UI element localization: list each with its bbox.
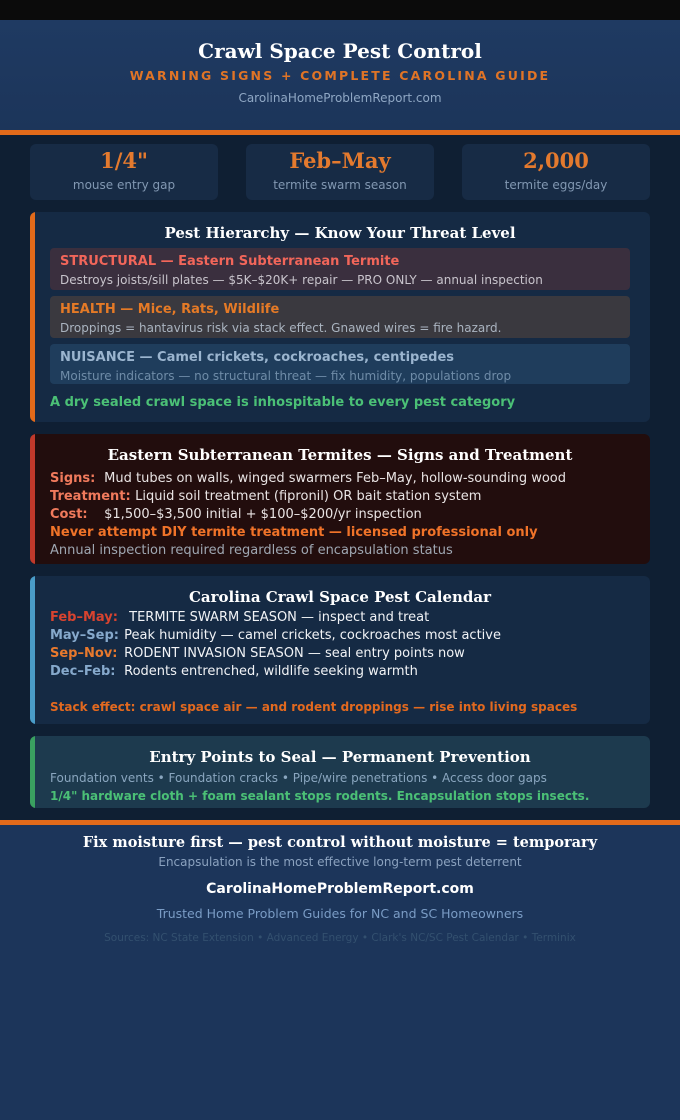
row-value: TERMITE SWARM SEASON — inspect and treat bbox=[129, 610, 430, 625]
termite-warning: Never attempt DIY termite treatment — licensed professional only bbox=[50, 525, 538, 540]
termite-note: Annual inspection required regardless of encapsulation status bbox=[50, 543, 453, 558]
card-accent-bar bbox=[30, 434, 35, 564]
row-value: Mud tubes on walls, winged swarmers Feb–May, hollow-sounding wood bbox=[104, 471, 567, 486]
termite-signs-row bbox=[50, 470, 640, 488]
tier-title: HEALTH — Mice, Rats, Wildlife bbox=[60, 302, 280, 317]
row-key: Dec–Feb: bbox=[50, 664, 116, 679]
row-key: Cost: bbox=[50, 507, 88, 522]
tier-description: Moisture indicators — no structural threat — fix humidity, populations drop bbox=[60, 369, 512, 383]
entry-points-list: Foundation vents • Foundation cracks • Pipe/wire penetrations • Access door gaps bbox=[50, 771, 547, 785]
footer bbox=[0, 825, 680, 945]
pest-hierarchy-card bbox=[30, 212, 650, 422]
row-value: RODENT INVASION SEASON — seal entry points now bbox=[124, 646, 465, 661]
tier-description: Droppings = hantavirus risk via stack effect. Gnawed wires = fire hazard. bbox=[60, 321, 502, 335]
card-accent-bar bbox=[30, 212, 35, 422]
pest-calendar-card bbox=[30, 576, 650, 724]
stat-value: 1/4" bbox=[100, 148, 148, 173]
card-accent-bar bbox=[30, 736, 35, 808]
header-site: CarolinaHomeProblemReport.com bbox=[238, 91, 442, 105]
row-key: Sep–Nov: bbox=[50, 646, 118, 661]
section-title: Entry Points to Seal — Permanent Prevention bbox=[149, 748, 531, 766]
stat-label: mouse entry gap bbox=[72, 178, 176, 192]
card-accent-bar bbox=[30, 576, 35, 724]
stat-card-entry-gap bbox=[30, 144, 218, 200]
entry-points-card bbox=[30, 736, 650, 808]
row-value: Peak humidity — camel crickets, cockroaches most active bbox=[124, 628, 501, 643]
row-value: Liquid soil treatment (fipronil) OR bait station system bbox=[135, 489, 482, 504]
footer-site: CarolinaHomeProblemReport.com bbox=[206, 881, 474, 897]
stat-value: Feb–May bbox=[289, 148, 391, 173]
footer-subline: Encapsulation is the most effective long-term pest deterrent bbox=[158, 855, 522, 869]
section-title: Pest Hierarchy — Know Your Threat Level bbox=[164, 224, 516, 242]
tier-nuisance bbox=[50, 344, 630, 384]
calendar-row-sep-nov bbox=[50, 645, 640, 663]
row-key: Signs: bbox=[50, 471, 96, 486]
footer-headline: Fix moisture first — pest control without moisture = temporary bbox=[82, 834, 598, 851]
footer-tagline: Trusted Home Problem Guides for NC and SC Homeowners bbox=[156, 906, 524, 921]
entry-points-fix: 1/4" hardware cloth + foam sealant stops rodents. Encapsulation stops insects. bbox=[50, 789, 590, 803]
stat-card-eggs bbox=[462, 144, 650, 200]
tier-description: Destroys joists/sill plates — $5K–$20K+ repair — PRO ONLY — annual inspection bbox=[60, 273, 543, 287]
page-title: Crawl Space Pest Control bbox=[198, 39, 482, 63]
calendar-row-feb-may bbox=[50, 609, 640, 627]
stat-value: 2,000 bbox=[523, 148, 589, 173]
tier-title: STRUCTURAL — Eastern Subterranean Termite bbox=[60, 254, 400, 269]
stat-label: termite swarm season bbox=[273, 178, 407, 192]
hierarchy-conclusion: A dry sealed crawl space is inhospitable to every pest category bbox=[50, 395, 516, 410]
row-key: Treatment: bbox=[50, 489, 131, 504]
section-title: Carolina Crawl Space Pest Calendar bbox=[188, 588, 492, 606]
row-key: May–Sep: bbox=[50, 628, 119, 643]
row-value: Rodents entrenched, wildlife seeking warmth bbox=[124, 664, 418, 679]
calendar-row-may-sep bbox=[50, 627, 640, 645]
termite-treatment-row bbox=[50, 488, 640, 506]
row-key: Feb–May: bbox=[50, 610, 118, 625]
header bbox=[0, 20, 680, 130]
termite-cost-row bbox=[50, 506, 640, 524]
page-subtitle: WARNING SIGNS + COMPLETE CAROLINA GUIDE bbox=[129, 68, 551, 83]
stat-card-swarm-season bbox=[246, 144, 434, 200]
tier-health bbox=[50, 296, 630, 338]
stack-effect-note: Stack effect: crawl space air — and rodent droppings — rise into living spaces bbox=[50, 700, 578, 714]
stat-label: termite eggs/day bbox=[504, 178, 608, 192]
row-value: $1,500–$3,500 initial + $100–$200/yr inspection bbox=[104, 507, 422, 522]
section-title: Eastern Subterranean Termites — Signs and Treatment bbox=[107, 446, 573, 464]
footer-sources: Sources: NC State Extension • Advanced Energy • Clark's NC/SC Pest Calendar • Terminix bbox=[104, 932, 576, 944]
top-bar bbox=[0, 0, 680, 20]
tier-title: NUISANCE — Camel crickets, cockroaches, centipedes bbox=[60, 350, 455, 365]
calendar-row-dec-feb bbox=[50, 663, 640, 681]
tier-structural bbox=[50, 248, 630, 290]
termites-card bbox=[30, 434, 650, 564]
